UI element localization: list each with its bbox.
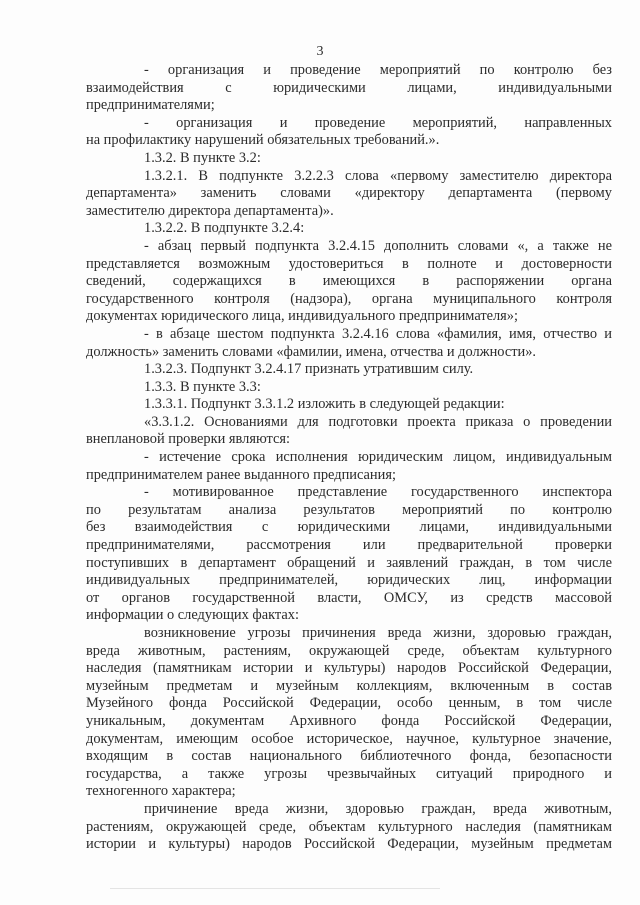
text-line: - организация и проведение мероприятий по контролю без — [144, 62, 612, 78]
text-line: возникновение угрозы причинения вреда жизни, здоровью граждан, — [144, 625, 612, 641]
text-line: предпринимателем ранее выданного предписания; — [86, 466, 396, 483]
text-line: 1.3.2.2. В подпункте 3.2.4: — [144, 220, 305, 237]
text-line: - в абзаце шестом подпункта 3.2.4.16 слова «фамилия, имя, отчество и — [144, 325, 612, 342]
text-line: - абзац первый подпункта 3.2.4.15 дополнить словами «, а также не — [144, 237, 612, 254]
text-line: сведений, содержащихся в имеющихся в распоряжении органа — [86, 273, 612, 290]
text-line: входящим в состав национального библиотечного фонда, безопасности — [86, 748, 612, 765]
text-line: 1.3.2. В пункте 3.2: — [144, 149, 261, 166]
text-line: наследия (памятникам истории и культуры) народов Российской Федерации, — [86, 660, 612, 677]
text-line: музейным предметам и музейным коллекциям, включенным в состав — [86, 677, 612, 694]
text-line: государства, а также угрозы чрезвычайных ситуаций природного и — [86, 765, 612, 782]
text-line: истории и культуры) народов Российской Федерации, музейным предметам — [86, 836, 612, 853]
text-line: растениям, окружающей среде, объектам культурного наследия (памятникам — [86, 818, 612, 835]
text-line: на профилактику нарушений обязательных требований.». — [86, 132, 440, 149]
text-line: предпринимателями, рассмотрения или предварительной проверки — [86, 537, 612, 554]
text-line: поступивших в департамент обращений и заявлений граждан, в том числе — [86, 554, 612, 571]
text-line: «3.3.1.2. Основаниями для подготовки проекта приказа о проведении — [144, 413, 612, 430]
text-line: причинение вреда жизни, здоровью граждан, вреда животным, — [144, 800, 612, 817]
text-line: внеплановой проверки являются: — [86, 431, 290, 448]
document-body — [86, 62, 612, 854]
text-line: индивидуальных предпринимателей, юридических лиц, информации — [86, 572, 612, 589]
text-line: информации о следующих фактах: — [86, 607, 299, 624]
text-line: - организация и проведение мероприятий, направленных — [144, 114, 612, 131]
text-line: Музейного фонда Российской Федерации, особо ценным, в том числе — [86, 695, 612, 712]
text-line: представляется возможным удостовериться в полноте и достоверности — [86, 255, 612, 272]
text-line: - мотивированное представление государственного инспектора — [144, 484, 612, 501]
text-line: без взаимодействия с юридическими лицами, индивидуальными — [86, 519, 612, 536]
text-line: 1.3.2.3. Подпункт 3.2.4.17 признать утратившим силу. — [144, 361, 474, 378]
text-line: документах юридического лица, индивидуального предпринимателя»; — [86, 308, 518, 325]
text-line: 1.3.2.1. В подпункте 3.2.2.3 слова «первому заместителю директора — [144, 167, 612, 184]
text-line: департамента» заменить словами «директору департамента (первому — [86, 185, 612, 202]
text-line: уникальным, документам Архивного фонда Российской Федерации, — [86, 712, 612, 729]
text-line: заместителю директора департамента)». — [86, 202, 334, 219]
text-line: 1.3.3. В пункте 3.3: — [144, 378, 261, 395]
text-line: вреда животным, растениям, окружающей среде, объектам культурного — [86, 642, 612, 659]
text-line: по результатам анализа результатов мероприятий по контролю — [86, 501, 612, 518]
bottom-scan-edge — [110, 888, 440, 889]
text-line: - истечение срока исполнения юридическим лицом, индивидуальным — [144, 449, 612, 466]
text-line: государственного контроля (надзора), органа муниципального контроля — [86, 290, 612, 307]
text-line: взаимодействия с юридическими лицами, индивидуальными — [86, 79, 612, 96]
text-line: 1.3.3.1. Подпункт 3.3.1.2 изложить в следующей редакции: — [144, 396, 505, 413]
text-line: должность» заменить словами «фамилии, имена, отчества и должности». — [86, 343, 537, 360]
text-line: предпринимателями; — [86, 97, 215, 114]
text-line: техногенного характера; — [86, 783, 236, 800]
page-number: 3 — [316, 44, 324, 59]
text-line: документам, имеющим особое историческое, научное, культурное значение, — [86, 730, 612, 747]
text-line: от органов государственной власти, ОМСУ, из средств массовой — [86, 589, 612, 606]
